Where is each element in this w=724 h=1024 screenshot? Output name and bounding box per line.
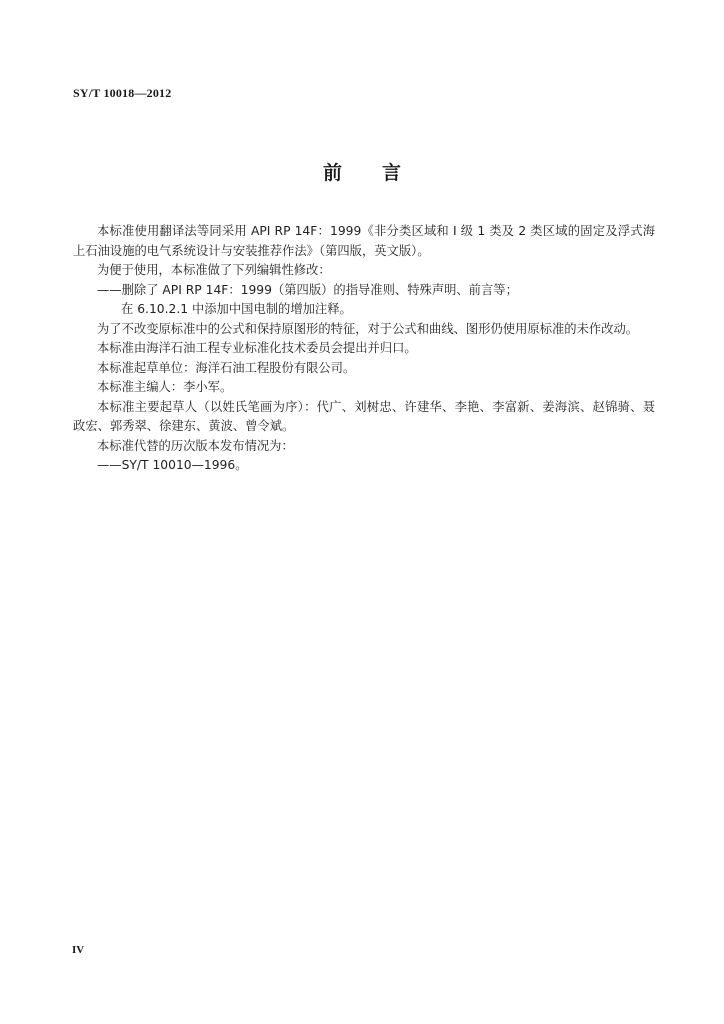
- paragraph-deletion: ——删除了 API RP 14F：1999（第四版）的指导准则、特殊声明、前言等；: [97, 282, 518, 297]
- paragraph-formula-note: 为了不改变原标准中的公式和保持原图形的特征，对于公式和曲线、图形仍使用原标准的未作改动。: [97, 321, 639, 336]
- foreword-body: [73, 222, 655, 476]
- page-number: IV: [72, 944, 85, 956]
- paragraph-drafting-unit: 本标准起草单位：海洋石油工程股份有限公司。: [97, 360, 356, 375]
- title-char-1: 前: [322, 162, 342, 184]
- paragraph-history-item: ——SY/T 10010—1996。: [97, 458, 248, 472]
- paragraph-main-drafters: 本标准主要起草人（以姓氏笔画为序）：代广、刘树忠、许建华、李艳、李富新、姜海滨、赵锦骑、聂政宏、郭秀翠、徐建东、黄波、曾令斌。: [73, 399, 655, 433]
- paragraph-history-intro: 本标准代替的历次版本发布情况为：: [97, 438, 294, 453]
- paragraph-adoption: 本标准使用翻译法等同采用 API RP 14F：1999《非分类区域和 I 级 1 类及 2 类区域的固定及浮式海上石油设施的电气系统设计与安装推荐作法》（第四版，英文版）。: [73, 224, 655, 258]
- page-title: [0, 158, 724, 185]
- paragraph-proposed-by: 本标准由海洋石油工程专业标准化技术委员会提出并归口。: [97, 341, 417, 355]
- paragraph-chief-editor: 本标准主编人：李小军。: [97, 380, 233, 394]
- paragraph-editorial-intro: 为便于使用，本标准做了下列编辑性修改：: [97, 263, 331, 277]
- paragraph-added-note: 在 6.10.2.1 中添加中国电制的增加注释。: [121, 302, 352, 316]
- title-char-2: 言: [382, 162, 402, 184]
- standard-code: SY/T 10018—2012: [73, 86, 172, 100]
